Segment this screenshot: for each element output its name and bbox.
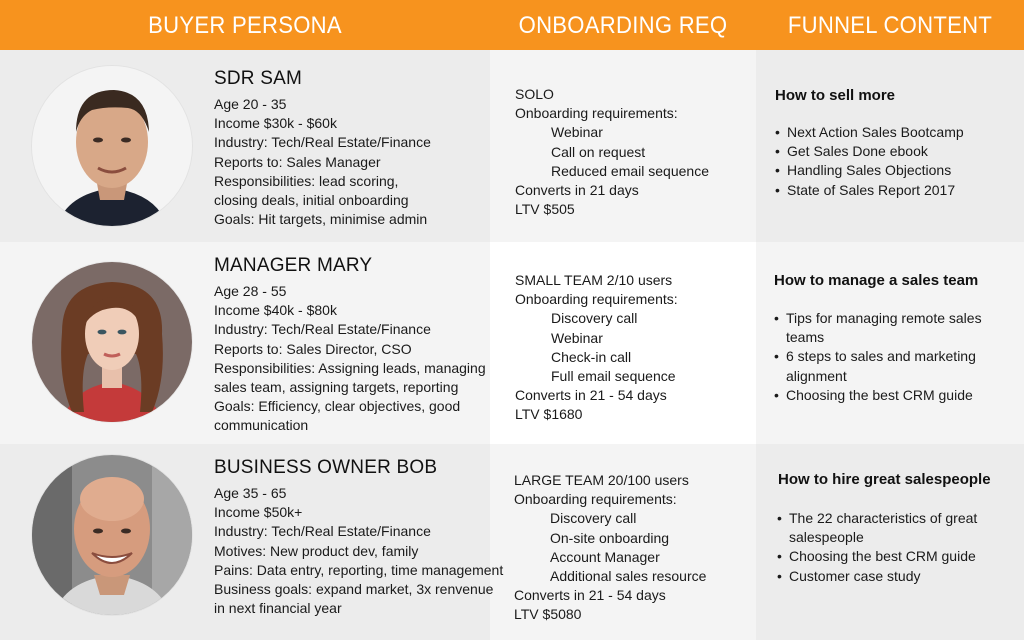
detail-line: Goals: Efficiency, clear objectives, good bbox=[214, 398, 461, 415]
header-bar bbox=[0, 0, 1024, 50]
funnel-title: How to manage a sales team bbox=[774, 272, 979, 289]
converts-text: Converts in 21 - 54 days bbox=[515, 387, 667, 404]
persona-row-mary bbox=[0, 242, 1024, 444]
detail-line: Industry: Tech/Real Estate/Finance bbox=[214, 321, 431, 338]
req-item: Account Manager bbox=[550, 548, 660, 565]
onboarding-req bbox=[514, 471, 706, 625]
req-item: On-site onboarding bbox=[550, 529, 670, 546]
plan-label: LARGE TEAM 20/100 users bbox=[514, 472, 689, 488]
avatar-business-owner-bob bbox=[32, 455, 192, 615]
funnel-item: • 6 steps to sales and marketing alignment bbox=[774, 347, 1014, 385]
detail-line: Goals: Hit targets, minimise admin bbox=[214, 211, 428, 228]
persona-details bbox=[214, 484, 503, 618]
detail-line: in next financial year bbox=[214, 600, 342, 617]
ltv-text: LTV $1680 bbox=[515, 406, 583, 423]
detail-line: Industry: Tech/Real Estate/Finance bbox=[214, 134, 431, 151]
req-item: Full email sequence bbox=[551, 368, 676, 385]
ltv-text: LTV $505 bbox=[515, 201, 575, 218]
detail-line: Age 20 - 35 bbox=[214, 96, 287, 112]
req-label: Onboarding requirements: bbox=[514, 491, 677, 508]
funnel-title: How to hire great salespeople bbox=[778, 471, 991, 488]
funnel-item: • Handling Sales Objections bbox=[775, 161, 1010, 180]
funnel-title: How to sell more bbox=[775, 87, 896, 104]
detail-line: Pains: Data entry, reporting, time management bbox=[214, 561, 504, 578]
detail-line: Age 35 - 65 bbox=[214, 485, 287, 501]
funnel-item: • Tips for managing remote sales teams bbox=[774, 309, 1014, 347]
detail-line: sales team, assigning targets, reporting bbox=[214, 379, 459, 396]
detail-line: Motives: New product dev, family bbox=[214, 542, 419, 559]
detail-line: closing deals, initial onboarding bbox=[214, 192, 409, 209]
plan-label: SOLO bbox=[515, 86, 554, 102]
funnel-item: • State of Sales Report 2017 bbox=[775, 181, 1010, 200]
persona-row-bob bbox=[0, 444, 1024, 640]
req-item: Discovery call bbox=[550, 510, 637, 527]
funnel-list bbox=[775, 123, 1010, 200]
funnel-item: • Get Sales Done ebook bbox=[775, 142, 1010, 161]
funnel-list bbox=[774, 309, 1014, 405]
onboarding-req bbox=[515, 85, 709, 219]
req-item: Webinar bbox=[551, 124, 603, 141]
persona-name: SDR SAM bbox=[214, 68, 302, 89]
persona-details bbox=[214, 282, 486, 436]
man-portrait-icon bbox=[32, 66, 192, 226]
plan-label: SMALL TEAM 2/10 users bbox=[515, 272, 673, 288]
funnel-item: • Choosing the best CRM guide bbox=[774, 386, 1014, 405]
detail-line: Responsibilities: Assigning leads, managing bbox=[214, 359, 486, 376]
req-item: Call on request bbox=[551, 143, 646, 160]
req-item: Webinar bbox=[551, 329, 603, 346]
onboarding-req bbox=[515, 271, 678, 425]
req-item: Additional sales resource bbox=[550, 568, 707, 585]
avatar-manager-mary bbox=[32, 262, 192, 422]
header-funnel-content: FUNNEL CONTENT bbox=[787, 12, 993, 39]
header-onboarding-req: ONBOARDING REQ bbox=[518, 12, 728, 39]
funnel-item: • The 22 characteristics of great salespeople bbox=[777, 509, 1002, 547]
req-item: Check-in call bbox=[551, 348, 632, 365]
detail-line: Responsibilities: lead scoring, bbox=[214, 172, 399, 189]
req-label: Onboarding requirements: bbox=[515, 105, 678, 122]
header-buyer-persona: BUYER PERSONA bbox=[148, 12, 342, 39]
converts-text: Converts in 21 - 54 days bbox=[514, 587, 666, 604]
ltv-text: LTV $5080 bbox=[514, 606, 582, 623]
funnel-item: • Customer case study bbox=[777, 567, 1002, 586]
converts-text: Converts in 21 days bbox=[515, 182, 639, 199]
persona-name: BUSINESS OWNER BOB bbox=[214, 457, 438, 478]
detail-line: Reports to: Sales Manager bbox=[214, 153, 381, 170]
funnel-item: • Choosing the best CRM guide bbox=[777, 547, 1002, 566]
persona-name: MANAGER MARY bbox=[214, 255, 373, 276]
detail-line: Income $40k - $80k bbox=[214, 302, 337, 319]
funnel-item: • Next Action Sales Bootcamp bbox=[775, 123, 1010, 142]
detail-line: Income $50k+ bbox=[214, 504, 303, 521]
detail-line: Income $30k - $60k bbox=[214, 115, 337, 132]
detail-line: Business goals: expand market, 3x renvenue bbox=[214, 581, 494, 598]
detail-line: Industry: Tech/Real Estate/Finance bbox=[214, 523, 431, 540]
funnel-list bbox=[777, 509, 1002, 586]
bald-man-portrait-icon bbox=[32, 455, 192, 615]
req-label: Onboarding requirements: bbox=[515, 291, 678, 308]
avatar-sdr-sam bbox=[32, 66, 192, 226]
persona-details bbox=[214, 95, 431, 229]
req-item: Reduced email sequence bbox=[551, 162, 709, 179]
persona-row-sam bbox=[0, 50, 1024, 242]
woman-portrait-icon bbox=[32, 262, 192, 422]
detail-line: communication bbox=[214, 417, 309, 434]
detail-line: Age 28 - 55 bbox=[214, 283, 287, 299]
detail-line: Reports to: Sales Director, CSO bbox=[214, 340, 412, 357]
req-item: Discovery call bbox=[551, 310, 638, 327]
